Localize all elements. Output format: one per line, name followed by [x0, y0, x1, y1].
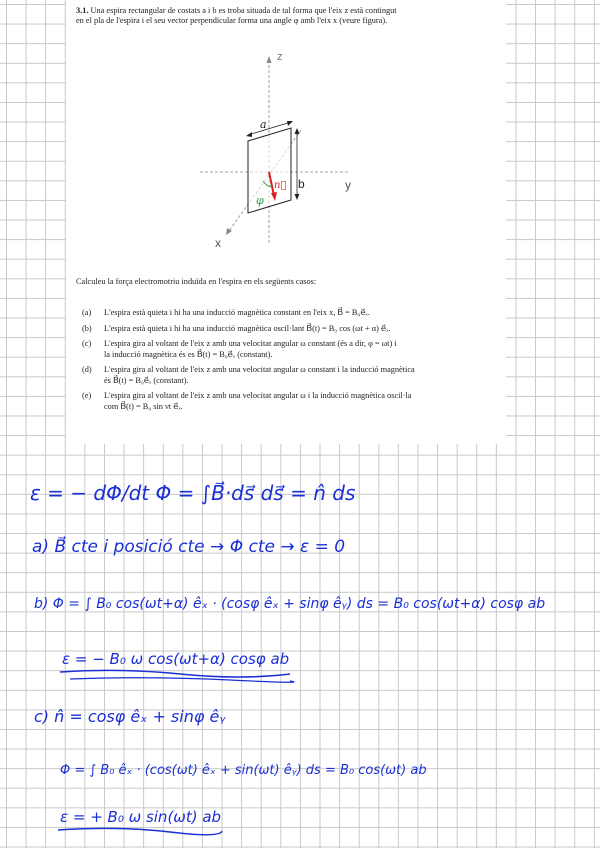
case-line: com B⃗(t) = B₀ sin νt e⃗ₓ.	[104, 401, 183, 411]
case-line: L'espira gira al voltant de l'eix z amb una velocitat angular ω constant (és a dir, φ = ωt) i	[104, 339, 397, 348]
z-axis-label: z	[277, 51, 283, 63]
emf-definitions: ε = − dΦ/dt Φ = ∫B⃗·ds⃗ ds⃗ = n̂ ds	[30, 481, 356, 505]
problem-number: 3.1.	[76, 6, 89, 15]
case-line: L'espira està quieta i hi ha una inducció magnètica constant en l'eix x, B⃗ = B₀e⃗ₓ.	[104, 308, 370, 317]
underline-b-2	[70, 678, 294, 683]
case-label: (a)	[82, 308, 92, 317]
normal-label: n⃗	[274, 180, 287, 191]
underline-b	[60, 670, 290, 677]
case-label: (b)	[82, 323, 92, 333]
statement-line-1: Una espira rectangular de costats a i b es troba situada de tal forma que l'eix z està contingut	[90, 6, 397, 15]
answer-a: a) B⃗ cte i posició cte → Φ cte → ε = 0	[32, 537, 346, 557]
answer-c-flux: Φ = ∫ B₀ êₓ · (cos(ωt) êₓ + sin(ωt) êᵧ) ds = B₀ cos(ωt) ab	[60, 763, 427, 778]
angle-label: φ	[256, 194, 264, 207]
side-b-label: b	[298, 177, 305, 191]
case-line: és B⃗(t) = B₀e⃗ₓ (constant).	[104, 375, 189, 385]
y-axis-label: y	[345, 178, 351, 192]
side-a-label: a	[260, 118, 267, 131]
answer-b-emf: ε = − B₀ ω cos(ωt+α) cosφ ab	[62, 650, 290, 668]
case-label: (d)	[82, 365, 92, 374]
case-line: L'espira gira al voltant de l'eix z amb una velocitat angular ω i la inducció magnètica oscil·la	[104, 391, 412, 400]
statement-line-2: en el pla de l'espira i el seu vector perpendicular forma una angle φ amb l'eix x (veure figura).	[76, 16, 388, 25]
case-line: L'espira gira al voltant de l'eix z amb una velocitat angular ω constant i la inducció magnètica	[104, 365, 415, 374]
cases-intro: Calculeu la força electromotriu induïda en l'espira en els següents casos:	[76, 277, 317, 286]
underline-c	[58, 828, 222, 834]
x-axis-label: x	[215, 236, 221, 250]
case-line: L'espira està quieta i hi ha una inducció magnètica oscil·lant B⃗(t) = B₀ cos (ωt + α) e⃗ₓ.	[104, 323, 391, 333]
case-label: (c)	[82, 339, 92, 348]
case-label: (e)	[82, 391, 92, 400]
answer-b-flux: b) Φ = ∫ B₀ cos(ωt+α) êₓ · (cosφ êₓ + sinφ êᵧ) ds = B₀ cos(ωt+α) cosφ ab	[34, 596, 546, 612]
case-line: la inducció magnètica és es B⃗(t) = B₀e⃗ₓ (constant).	[104, 349, 273, 359]
answer-c-emf: ε = + B₀ ω sin(ωt) ab	[60, 808, 222, 826]
answer-c-normal: c) n̂ = cosφ êₓ + sinφ êᵧ	[34, 707, 226, 726]
